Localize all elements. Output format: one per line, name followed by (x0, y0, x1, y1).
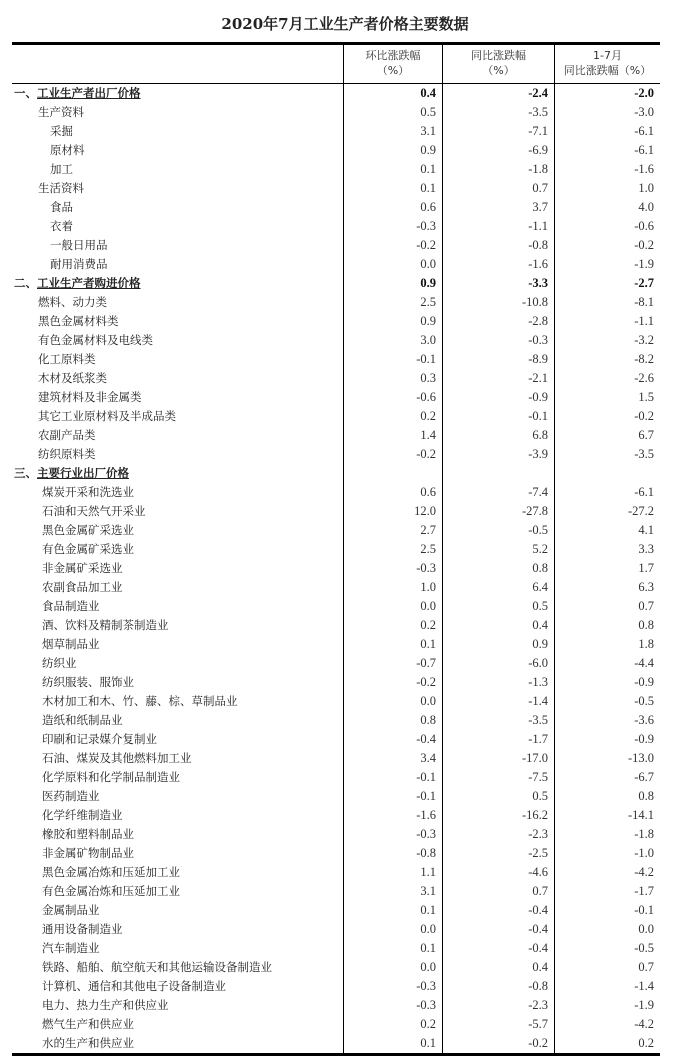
yoy-change-value: -1.8 (442, 160, 554, 179)
row-label: 通用设备制造业 (42, 922, 123, 936)
row-label: 汽车制造业 (42, 941, 100, 955)
table-row (12, 217, 660, 236)
yoy-change-value: -6.9 (442, 141, 554, 160)
row-label: 非金属矿物制品业 (42, 846, 134, 860)
row-label: 造纸和纸制品业 (42, 713, 123, 727)
row-label: 黑色金属材料类 (38, 314, 119, 328)
ytd-change-value: -6.1 (554, 122, 660, 141)
ytd-change-value: -3.0 (554, 103, 660, 122)
ytd-change-value: 1.5 (554, 388, 660, 407)
header-unit: （%） (482, 64, 515, 77)
ytd-change-value: 0.2 (554, 1034, 660, 1053)
yoy-change-value: -0.1 (442, 407, 554, 426)
ytd-change-value: 4.1 (554, 521, 660, 540)
mom-change-value: 0.1 (343, 939, 442, 958)
row-label: 燃料、动力类 (38, 295, 107, 309)
row-label: 煤炭开采和洗选业 (42, 485, 134, 499)
yoy-change-value: 0.9 (442, 635, 554, 654)
ytd-change-value: -0.2 (554, 407, 660, 426)
yoy-change-value: -10.8 (442, 293, 554, 312)
table-row (12, 730, 660, 749)
ytd-change-value: -14.1 (554, 806, 660, 825)
table-row (12, 825, 660, 844)
header-text: 1-7月 (593, 49, 622, 62)
table-row (12, 483, 660, 502)
mom-change-value: 2.5 (343, 540, 442, 559)
mom-change-value: -0.3 (343, 217, 442, 236)
table-row (12, 844, 660, 863)
yoy-change-value: -6.0 (442, 654, 554, 673)
table-row (12, 635, 660, 654)
mom-change-value: 0.0 (343, 597, 442, 616)
table-row (12, 369, 660, 388)
mom-change-value: 3.0 (343, 331, 442, 350)
yoy-change-value: -3.5 (442, 711, 554, 730)
row-label: 一般日用品 (50, 238, 108, 252)
section-title: 工业生产者出厂价格 (37, 86, 141, 100)
mom-change-value: 0.5 (343, 103, 442, 122)
row-label: 木材及纸浆类 (38, 371, 107, 385)
mom-change-value: -0.1 (343, 350, 442, 369)
table-row (12, 502, 660, 521)
row-label: 化学纤维制造业 (42, 808, 123, 822)
mom-change-value: 0.1 (343, 160, 442, 179)
yoy-change-value: 0.4 (442, 616, 554, 635)
ytd-change-value: 0.7 (554, 597, 660, 616)
ytd-change-value: -0.2 (554, 236, 660, 255)
yoy-change-value: -16.2 (442, 806, 554, 825)
row-label: 农副食品加工业 (42, 580, 123, 594)
ytd-change-value (554, 464, 660, 483)
row-label: 衣着 (50, 219, 73, 233)
mom-change-value: 2.5 (343, 293, 442, 312)
yoy-change-value: 0.4 (442, 958, 554, 977)
ytd-change-value: -6.1 (554, 483, 660, 502)
row-label: 非金属矿采选业 (42, 561, 123, 575)
mom-change-value: -1.6 (343, 806, 442, 825)
yoy-change-value: 0.5 (442, 597, 554, 616)
table-row (12, 654, 660, 673)
mom-change-value: -0.4 (343, 730, 442, 749)
yoy-change-value: 0.8 (442, 559, 554, 578)
row-label: 有色金属矿采选业 (42, 542, 134, 556)
yoy-change-value: 0.7 (442, 882, 554, 901)
section-header-row (12, 464, 660, 483)
yoy-change-value: -2.5 (442, 844, 554, 863)
ytd-change-value: -2.6 (554, 369, 660, 388)
yoy-change-value: -2.8 (442, 312, 554, 331)
table-row (12, 521, 660, 540)
mom-change-value: 1.0 (343, 578, 442, 597)
ytd-change-value: -0.9 (554, 673, 660, 692)
mom-change-value: 0.1 (343, 1034, 442, 1053)
mom-change-value: 0.3 (343, 369, 442, 388)
ytd-change-value: -2.7 (554, 274, 660, 293)
row-label: 化学原料和化学制品制造业 (42, 770, 180, 784)
mom-change-value: 0.1 (343, 179, 442, 198)
header-yoy-change (442, 45, 554, 83)
mom-change-value: 0.4 (343, 84, 442, 103)
row-label: 酒、饮料及精制茶制造业 (42, 618, 169, 632)
table-row (12, 939, 660, 958)
row-label: 医药制造业 (42, 789, 100, 803)
ytd-change-value: 0.8 (554, 616, 660, 635)
yoy-change-value: -3.3 (442, 274, 554, 293)
table-row (12, 673, 660, 692)
yoy-change-value: -0.4 (442, 920, 554, 939)
table-row (12, 141, 660, 160)
table-row (12, 920, 660, 939)
header-unit: 同比涨跌幅（%） (563, 64, 652, 77)
ytd-change-value: 6.7 (554, 426, 660, 445)
yoy-change-value: 0.5 (442, 787, 554, 806)
ytd-change-value: -27.2 (554, 502, 660, 521)
row-label: 黑色金属矿采选业 (42, 523, 134, 537)
mom-change-value: -0.2 (343, 673, 442, 692)
row-label: 燃气生产和供应业 (42, 1017, 134, 1031)
ytd-change-value: -0.1 (554, 901, 660, 920)
ytd-change-value: -6.1 (554, 141, 660, 160)
table-row (12, 198, 660, 217)
table-row (12, 388, 660, 407)
ytd-change-value: -1.9 (554, 255, 660, 274)
ytd-change-value: -1.4 (554, 977, 660, 996)
header-ytd-change (554, 45, 660, 83)
yoy-change-value (442, 464, 554, 483)
ytd-change-value: 1.0 (554, 179, 660, 198)
section-prefix: 一、 (14, 86, 37, 100)
row-label: 食品 (50, 200, 73, 214)
table-row (12, 711, 660, 730)
row-label: 烟草制品业 (42, 637, 100, 651)
table-row (12, 578, 660, 597)
table-row (12, 540, 660, 559)
table-row (12, 179, 660, 198)
ytd-change-value: -4.2 (554, 1015, 660, 1034)
ytd-change-value: -0.9 (554, 730, 660, 749)
table-row (12, 160, 660, 179)
table-row (12, 407, 660, 426)
header-text: 同比涨跌幅 (471, 49, 526, 62)
yoy-change-value: -0.8 (442, 977, 554, 996)
table-row (12, 312, 660, 331)
yoy-change-value: -7.4 (442, 483, 554, 502)
yoy-change-value: -27.8 (442, 502, 554, 521)
section-header-row (12, 84, 660, 103)
yoy-change-value: -2.4 (442, 84, 554, 103)
yoy-change-value: 3.7 (442, 198, 554, 217)
yoy-change-value: -0.5 (442, 521, 554, 540)
table-row (12, 958, 660, 977)
row-label: 采掘 (50, 124, 73, 138)
mom-change-value: -0.2 (343, 445, 442, 464)
table-row (12, 977, 660, 996)
ytd-change-value: -1.6 (554, 160, 660, 179)
table-row (12, 1015, 660, 1034)
row-label: 生产资料 (38, 105, 84, 119)
yoy-change-value: -2.3 (442, 825, 554, 844)
row-label: 石油、煤炭及其他燃料加工业 (42, 751, 192, 765)
mom-change-value: 0.6 (343, 198, 442, 217)
row-label: 有色金属冶炼和压延加工业 (42, 884, 180, 898)
row-label: 食品制造业 (42, 599, 100, 613)
yoy-change-value: -1.3 (442, 673, 554, 692)
yoy-change-value: -1.6 (442, 255, 554, 274)
ytd-change-value: -13.0 (554, 749, 660, 768)
mom-change-value: 1.1 (343, 863, 442, 882)
ytd-change-value: -1.9 (554, 996, 660, 1015)
table-row (12, 293, 660, 312)
mom-change-value: 0.0 (343, 255, 442, 274)
mom-change-value: 0.1 (343, 901, 442, 920)
table-row (12, 597, 660, 616)
ytd-change-value: 3.3 (554, 540, 660, 559)
ytd-change-value: -1.1 (554, 312, 660, 331)
table-row (12, 882, 660, 901)
ytd-change-value: -3.6 (554, 711, 660, 730)
row-label: 纺织业 (42, 656, 77, 670)
row-label: 生活资料 (38, 181, 84, 195)
mom-change-value: 0.6 (343, 483, 442, 502)
yoy-change-value: -0.9 (442, 388, 554, 407)
row-label: 石油和天然气开采业 (42, 504, 146, 518)
table-row (12, 1034, 660, 1053)
mom-change-value: 0.2 (343, 616, 442, 635)
mom-change-value: 1.4 (343, 426, 442, 445)
row-label: 加工 (50, 162, 73, 176)
table-body (12, 84, 660, 1053)
table-row (12, 559, 660, 578)
ytd-change-value: -6.7 (554, 768, 660, 787)
row-label (12, 274, 343, 293)
row-label: 耐用消费品 (50, 257, 108, 271)
ytd-change-value: -4.4 (554, 654, 660, 673)
table-header (12, 45, 660, 84)
yoy-change-value: -1.4 (442, 692, 554, 711)
yoy-change-value: 6.8 (442, 426, 554, 445)
yoy-change-value: 6.4 (442, 578, 554, 597)
row-label: 橡胶和塑料制品业 (42, 827, 134, 841)
mom-change-value: -0.6 (343, 388, 442, 407)
row-label: 纺织服装、服饰业 (42, 675, 134, 689)
mom-change-value: -0.3 (343, 977, 442, 996)
mom-change-value: -0.7 (343, 654, 442, 673)
mom-change-value: 0.9 (343, 312, 442, 331)
yoy-change-value: -3.9 (442, 445, 554, 464)
row-label: 化工原料类 (38, 352, 96, 366)
mom-change-value: 0.0 (343, 920, 442, 939)
price-data-table (12, 42, 660, 1056)
yoy-change-value: 5.2 (442, 540, 554, 559)
yoy-change-value: -0.4 (442, 901, 554, 920)
row-label: 纺织原料类 (38, 447, 96, 461)
row-label: 水的生产和供应业 (42, 1036, 134, 1050)
table-row (12, 749, 660, 768)
section-title: 主要行业出厂价格 (37, 466, 129, 480)
table-row (12, 350, 660, 369)
yoy-change-value: -5.7 (442, 1015, 554, 1034)
mom-change-value: 3.1 (343, 882, 442, 901)
section-prefix: 二、 (14, 276, 37, 290)
row-label: 铁路、船舶、航空航天和其他运输设备制造业 (42, 960, 272, 974)
yoy-change-value: -2.1 (442, 369, 554, 388)
mom-change-value: 0.0 (343, 958, 442, 977)
header-text: 环比涨跌幅 (365, 49, 421, 62)
row-label: 电力、热力生产和供应业 (42, 998, 169, 1012)
table-row (12, 996, 660, 1015)
table-row (12, 787, 660, 806)
yoy-change-value: 0.7 (442, 179, 554, 198)
ytd-change-value: -1.8 (554, 825, 660, 844)
yoy-change-value: -2.3 (442, 996, 554, 1015)
table-row (12, 255, 660, 274)
mom-change-value: 3.4 (343, 749, 442, 768)
mom-change-value (343, 464, 442, 483)
mom-change-value: 3.1 (343, 122, 442, 141)
yoy-change-value: -7.5 (442, 768, 554, 787)
table-row (12, 426, 660, 445)
mom-change-value: -0.8 (343, 844, 442, 863)
ytd-change-value: 0.0 (554, 920, 660, 939)
ytd-change-value: -3.2 (554, 331, 660, 350)
row-label: 农副产品类 (38, 428, 96, 442)
row-label (12, 464, 343, 483)
ytd-change-value: -0.6 (554, 217, 660, 236)
mom-change-value: -0.2 (343, 236, 442, 255)
yoy-change-value: -1.1 (442, 217, 554, 236)
mom-change-value: -0.3 (343, 996, 442, 1015)
mom-change-value: -0.3 (343, 559, 442, 578)
ytd-change-value: -2.0 (554, 84, 660, 103)
row-label: 建筑材料及非金属类 (38, 390, 142, 404)
row-label (12, 84, 343, 103)
ytd-change-value: 0.7 (554, 958, 660, 977)
yoy-change-value: -8.9 (442, 350, 554, 369)
row-label: 木材加工和木、竹、藤、棕、草制品业 (42, 694, 238, 708)
ytd-change-value: -0.5 (554, 692, 660, 711)
row-label: 原材料 (50, 143, 85, 157)
ytd-change-value: -1.0 (554, 844, 660, 863)
row-label: 印刷和记录媒介复制业 (42, 732, 157, 746)
ytd-change-value: 6.3 (554, 578, 660, 597)
table-row (12, 103, 660, 122)
ytd-change-value: -8.2 (554, 350, 660, 369)
mom-change-value: 0.9 (343, 274, 442, 293)
table-row (12, 806, 660, 825)
table-row (12, 616, 660, 635)
table-row (12, 331, 660, 350)
mom-change-value: -0.1 (343, 768, 442, 787)
section-title: 工业生产者购进价格 (37, 276, 141, 290)
table-row (12, 768, 660, 787)
table-row (12, 901, 660, 920)
ytd-change-value: -3.5 (554, 445, 660, 464)
mom-change-value: 0.9 (343, 141, 442, 160)
yoy-change-value: -17.0 (442, 749, 554, 768)
yoy-change-value: -3.5 (442, 103, 554, 122)
table-row (12, 122, 660, 141)
table-row (12, 236, 660, 255)
mom-change-value: 0.8 (343, 711, 442, 730)
mom-change-value: -0.1 (343, 787, 442, 806)
ytd-change-value: 0.8 (554, 787, 660, 806)
ytd-change-value: 4.0 (554, 198, 660, 217)
page-title: 2020年7月工业生产者价格主要数据 (221, 15, 469, 33)
ytd-change-value: -0.5 (554, 939, 660, 958)
mom-change-value: 12.0 (343, 502, 442, 521)
mom-change-value: 0.2 (343, 1015, 442, 1034)
row-label: 其它工业原材料及半成品类 (38, 409, 176, 423)
ytd-change-value: 1.7 (554, 559, 660, 578)
yoy-change-value: -0.4 (442, 939, 554, 958)
table-row (12, 445, 660, 464)
yoy-change-value: -0.8 (442, 236, 554, 255)
header-label-column (12, 45, 343, 83)
yoy-change-value: -1.7 (442, 730, 554, 749)
ytd-change-value: -4.2 (554, 863, 660, 882)
row-label: 黑色金属冶炼和压延加工业 (42, 865, 180, 879)
ytd-change-value: -8.1 (554, 293, 660, 312)
mom-change-value: 0.0 (343, 692, 442, 711)
row-label: 金属制品业 (42, 903, 100, 917)
row-label: 计算机、通信和其他电子设备制造业 (42, 979, 226, 993)
section-prefix: 三、 (14, 466, 37, 480)
mom-change-value: 0.2 (343, 407, 442, 426)
table-row (12, 863, 660, 882)
section-header-row (12, 274, 660, 293)
row-label: 有色金属材料及电线类 (38, 333, 153, 347)
header-unit: （%） (376, 64, 410, 77)
ytd-change-value: -1.7 (554, 882, 660, 901)
mom-change-value: 0.1 (343, 635, 442, 654)
yoy-change-value: -0.2 (442, 1034, 554, 1053)
ytd-change-value: 1.8 (554, 635, 660, 654)
yoy-change-value: -7.1 (442, 122, 554, 141)
table-row (12, 692, 660, 711)
header-mom-change (343, 45, 442, 83)
yoy-change-value: -4.6 (442, 863, 554, 882)
yoy-change-value: -0.3 (442, 331, 554, 350)
mom-change-value: -0.3 (343, 825, 442, 844)
mom-change-value: 2.7 (343, 521, 442, 540)
